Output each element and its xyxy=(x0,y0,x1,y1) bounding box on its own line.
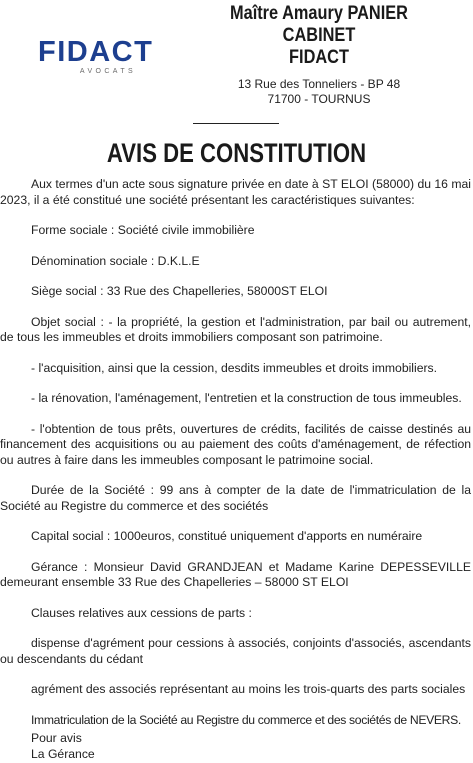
paragraph-acquisition: - l'acquisition, ainsi que la cession, desdits immeubles et droits immobiliers. xyxy=(31,360,438,375)
logo-brand-text: FIDACT xyxy=(38,36,154,68)
closing-line1: Pour avis xyxy=(31,731,82,745)
paragraph-renovation: - la rénovation, l'aménagement, l'entretien et la construction de tous immeubles. xyxy=(31,391,462,405)
firm-name-line2: FIDACT xyxy=(289,47,349,68)
fidact-logo xyxy=(38,38,164,80)
paragraph-denomination: Dénomination sociale : D.K.L.E xyxy=(31,253,200,268)
firm-address-line2: 71700 - TOURNUS xyxy=(267,92,371,106)
firm-address-line1: 13 Rue des Tonneliers - BP 48 xyxy=(237,77,401,91)
paragraph-immatriculation: Immatriculation de la Société au Registre du commerce et des sociétés de NEVERS. xyxy=(31,712,461,727)
paragraph-objet-social: Objet social : - la propriété, la gestion et l'administration, par bail ou autrement, de tous les immeubles et droits immobiliers composant son patrimoine. xyxy=(0,314,471,344)
closing-signature xyxy=(31,731,95,762)
paragraph-capital: Capital social : 1000euros, constitué uniquement d'apports en numéraire xyxy=(31,529,423,543)
firm-name-line1: Maître Amaury PANIER CABINET xyxy=(230,3,408,46)
logo-subtitle-text: AVOCATS xyxy=(79,68,137,75)
paragraph-dispense: dispense d'agrément pour cessions à associés, conjoints d'associés, ascendants ou descendants du cédant xyxy=(0,636,471,666)
paragraph-duree: Durée de la Société : 99 ans à compter de la date de l'immatriculation de la Société au Registre du commerce et des sociétés xyxy=(0,483,471,513)
notice-body xyxy=(0,177,471,728)
document-header xyxy=(0,0,473,106)
paragraph-siege-social: Siège social : 33 Rue des Chapelleries, 58000ST ELOI xyxy=(31,284,328,298)
firm-block xyxy=(174,3,464,107)
paragraph-gerance: Gérance : Monsieur David GRANDJEAN et Madame Karine DEPESSEVILLE demeurant ensemble 33 Rue des Chapelleries – 58000 ST ELOI xyxy=(0,559,471,589)
paragraph-agrement: agrément des associés représentant au moins les trois-quarts des parts sociales xyxy=(31,682,466,696)
paragraph-forme-sociale: Forme sociale : Société civile immobilière xyxy=(31,223,255,237)
paragraph-clauses: Clauses relatives aux cessions de parts : xyxy=(31,605,252,620)
paragraph-intro: Aux termes d'un acte sous signature privée en date à ST ELOI (58000) du 16 mai 2023, il a été constitué une société présentant les caractéristiques suivantes: xyxy=(0,177,471,207)
separator-rule xyxy=(193,123,279,124)
notice-title: AVIS DE CONSTITUTION xyxy=(106,138,367,168)
paragraph-prets: - l'obtention de tous prêts, ouvertures de crédits, facilités de caisse destinés au financement des acquisitions ou au paiement des coûts d'aménagement, de réfection ou autres à faire dans les immeubles composant le patrimoine social. xyxy=(0,421,471,467)
closing-line2: La Gérance xyxy=(31,746,95,761)
